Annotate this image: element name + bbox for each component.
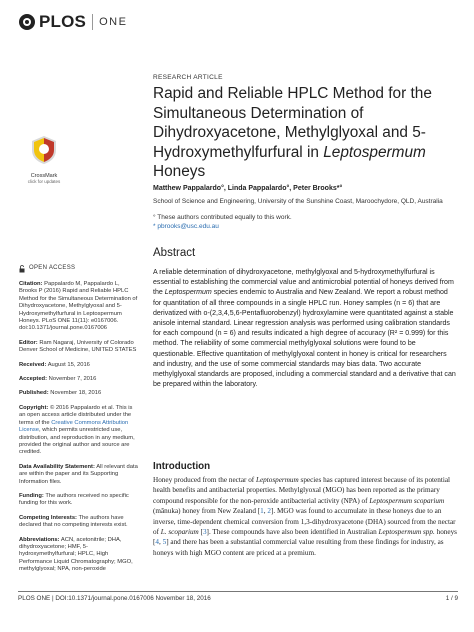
logo-divider: [92, 14, 93, 30]
open-access-badge: [19, 265, 139, 273]
license-link[interactable]: Creative Commons Attribution License: [19, 419, 129, 434]
copyright: [19, 405, 139, 457]
citation-text: Pappalardo M, Pappalardo L, Brooks P (2016) Rapid and Reliable HPLC Method for the Simultaneous Determination of Dihydroxyacetone, Methylglyoxal and 5-Hydroxymethylfurfural in Leptospermum Honeys. PLoS ONE 11(11): e0167006. doi:10.1371/journal.pone.0167006: [19, 281, 138, 332]
reference-link[interactable]: 3: [202, 528, 207, 537]
copyright-text: © 2016 Pappalardo et al. This is an open access article distributed under the terms of the: [19, 404, 133, 426]
intro-text: honeys [: [153, 528, 457, 547]
crossmark-sub: click for updates: [27, 179, 61, 184]
abbreviations-text: ACN, acetonitrile; DHA, dihydroxyacetone; HMF, 5-hydroxymethylfurfural; HPLC, High Performance Liquid Chromatography; MGO, methylglyoxal; NPA, non-peroxide: [19, 536, 133, 573]
editor: [19, 340, 139, 355]
citation-label: Citation:: [19, 281, 43, 287]
reference-link[interactable]: 4: [155, 538, 159, 547]
crossmark-icon: [30, 135, 58, 165]
crossmark-label: CrossMark: [30, 173, 58, 179]
abstract-italic: Leptospermum: [164, 289, 212, 297]
open-lock-icon: [19, 265, 25, 273]
intro-text: species has captured interest because of its potential health benefits and antibacterial properties. Methylglyoxal (MGO) has been reported as the primary compound responsible for the non-peroxide antibacterial activity (NPA) of: [153, 476, 451, 505]
intro-italic: Leptospermum spp.: [378, 528, 435, 537]
article-type: RESEARCH ARTICLE: [153, 74, 223, 81]
introduction-body: Honey produced from the nectar of Leptospermum species has captured interest because of its potential health benefits and antibacterial properties. Methylglyoxal (MGO) has been reported as the primary compound responsible for the non-peroxide antibacterial activity (NPA) of Leptospermum scoparium (mānuka) honey from New Zealand [1, 2]. MGO was found to accumulate in these honeys due to an inverse, time-dependent chemical conversion from 1,3-dihydroxyacetone (DHA) sourced from the nectar of L. scoparium [3]. These compounds have also been identified in Australian Leptospermum spp. honeys [4, 5] and there has been a substantial commercial value resulting from these findings for industry, as honeys with high MGO content are priced at a premium.: [153, 476, 457, 557]
open-access-label: OPEN ACCESS: [29, 265, 76, 272]
published-label: Published:: [19, 390, 49, 397]
copyright-text-end: , which permits unrestricted use, distribution, and reproduction in any medium, provided the original author and source are credited.: [19, 427, 135, 456]
received: [19, 362, 139, 369]
accepted: [19, 376, 139, 383]
intro-italic: Leptospermum scoparium: [369, 496, 445, 505]
data-availability: [19, 464, 139, 486]
intro-text: ]. MGO was found to accumulate in these honeys due to an inverse, time-dependent chemical conversion from 1,3-dihydroxyacetone (DHA) sourced from the nectar of: [153, 507, 456, 537]
published: [19, 390, 139, 397]
editor-label: Editor:: [19, 339, 38, 346]
abstract-heading: Abstract: [153, 247, 196, 259]
intro-text: ] and there has been a substantial commercial value resulting from these findings for industry, as honeys with high MGO content are priced at a premium.: [153, 538, 444, 557]
abstract-body: [153, 268, 458, 390]
intro-text: ]. These compounds have also been identified in Australian: [206, 528, 379, 537]
funding: [19, 493, 139, 508]
logo-text: PLOS: [39, 12, 87, 31]
abstract-text-1: A reliable determination of dihydroxyacetone, methylglyoxal and 5-hydroxymethylfurfural is essential to establishing the commercial value and antimicrobial potential of honeys derived from the: [153, 269, 454, 297]
citation: [19, 281, 139, 333]
crossmark-badge[interactable]: [20, 135, 68, 184]
competing-label: Competing Interests:: [19, 514, 77, 521]
reference-link[interactable]: 1: [260, 507, 264, 516]
accepted-label: Accepted:: [19, 376, 48, 383]
published-date: November 18, 2016: [50, 390, 102, 397]
logo-journal: ONE: [99, 16, 128, 28]
plos-logo-icon: [18, 13, 36, 31]
intro-text: Honey produced from the nectar of: [153, 476, 256, 484]
funding-label: Funding:: [19, 492, 44, 499]
corresponding-email[interactable]: * pbrooks@usc.edu.au: [153, 223, 219, 230]
intro-text: (mānuka) honey from New Zealand [: [153, 507, 261, 516]
abstract-text-2: species endemic to Australia and New Zealand. We report a robust method for quantitation of all three compounds in a single HPLC run. Honey samples (n = 6) that are derivatized with o-(2,3,4,5,6-Pentafluorobenzyl) hydroxylamine were quantitated against a stable anisole internal standard. Linear regression analysis was performed using calibration standards for each compound (n = 6) and results indicated a high degree of accuracy (R² = 0.999) for this method. The reliability of some commercial methylglyoxal solutions were found to be questionable. Effective quantitation of methylglyoxal content in honey is critical for researchers and industry, and the use of some commercial standards may bias data. Two accurate methylglyoxal standards are proposed, including a commercial standard and a derivative that can be prepared within the laboratory.: [153, 289, 456, 389]
intro-italic: Leptospermum: [255, 476, 299, 484]
footer-citation: PLOS ONE | DOI:10.1371/journal.pone.0167006 November 18, 2016: [18, 595, 211, 602]
competing-interests: [19, 515, 139, 530]
received-label: Received:: [19, 361, 47, 368]
editor-text: Ram Nagaraj, University of Colorado Denver School of Medicine, UNITED STATES: [19, 339, 137, 354]
plos-one-logo[interactable]: [18, 12, 127, 32]
reference-link[interactable]: 5: [162, 538, 167, 547]
accepted-date: November 7, 2016: [48, 376, 97, 383]
reference-link[interactable]: 2: [267, 507, 271, 516]
introduction-heading: Introduction: [153, 461, 211, 472]
title-part-2: Honeys: [153, 163, 206, 180]
sidebar: [19, 265, 139, 581]
equal-contribution-note: ° These authors contributed equally to this work.: [153, 214, 292, 221]
page-number: 1 / 9: [445, 595, 458, 602]
abbreviations-label: Abbreviations:: [19, 536, 60, 543]
abbreviations: [19, 537, 139, 574]
article-title: [153, 84, 453, 182]
data-availability-text: All relevant data are within the paper and its Supporting Information files.: [19, 463, 138, 485]
footer-rule: [18, 591, 458, 592]
intro-text: [: [198, 528, 203, 537]
data-availability-label: Data Availability Statement:: [19, 463, 95, 470]
title-part-1: Rapid and Reliable HPLC Method for the Simultaneous Determination of Dihydroxyacetone, Methylglyoxal and 5-Hydroxymethylfurfural in: [153, 85, 432, 161]
competing-text: The authors have declared that no competing interests exist.: [19, 514, 128, 529]
received-date: August 15, 2016: [47, 361, 90, 368]
affiliation: School of Science and Engineering, University of the Sunshine Coast, Maroochydore, QLD, Australia: [153, 198, 443, 205]
funding-text: The authors received no specific funding for this work.: [19, 492, 129, 507]
title-italic: Leptospermum: [323, 143, 426, 161]
author-list: Matthew Pappalardo°, Linda Pappalardo°, Peter Brooks*°: [153, 185, 343, 192]
author-notes: [153, 213, 292, 231]
copyright-label: Copyright:: [19, 404, 49, 411]
intro-italic: L. scoparium: [160, 528, 199, 537]
